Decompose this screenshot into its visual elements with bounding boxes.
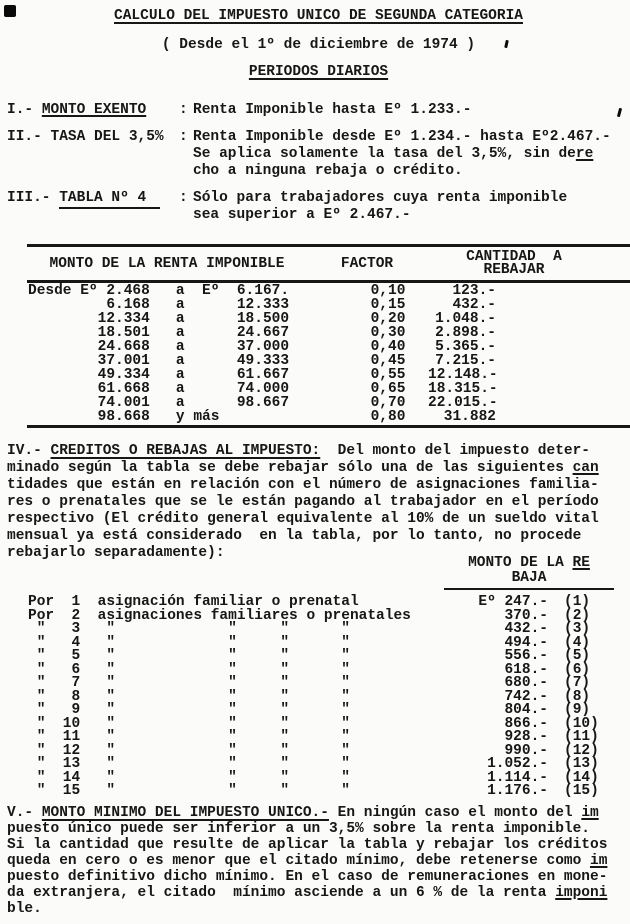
- section-iv-paragraph: IV.- CREDITOS O REBAJAS AL IMPUESTO: Del monto del impuesto deter- minado según la tabla se debe rebajar sólo una de las siguientes can tidades que están en relación con el número de asignaciones familia- res o prenatales que se le están pagando al trabajador en el período respectivo (El crédito general equivalente al 10% de un sueldo vital mensual ya está considerado en la tabla, por lo tanto, no procede rebajarlo separadamente):: [7, 443, 599, 561]
- range-cell: 49.334 a 61.667: [28, 367, 290, 383]
- definitions: [7, 102, 630, 224]
- column-header-factor: FACTOR: [340, 255, 394, 272]
- allowance-description: " 12 " " " ": [28, 742, 350, 759]
- range-cell: 74.001 a 98.667: [28, 395, 290, 411]
- row-reference-number: (5): [564, 648, 591, 664]
- rebate-amount: 928.-: [504, 729, 548, 745]
- tax-table-body: [7, 283, 630, 425]
- row-reference-number: (15): [564, 783, 599, 799]
- rebate-cell: 18.315.-: [428, 381, 498, 397]
- factor-cell: 0,55: [370, 367, 406, 383]
- table-rule-bottom: [27, 425, 630, 428]
- rebate-amount: 1.176.-: [487, 783, 548, 799]
- rebate-cell: 123.-: [452, 283, 496, 299]
- row-reference-number: (8): [564, 688, 591, 705]
- period-heading: PERIODOS DIARIOS: [248, 64, 389, 80]
- allowance-description: " 4 " " " ": [28, 634, 350, 651]
- section-i-monto-exento: [7, 102, 630, 119]
- tax-table-row: [7, 340, 630, 354]
- tax-table-row: [7, 382, 630, 396]
- tax-table-row: [7, 354, 630, 368]
- rebate-amount: 556.-: [504, 648, 548, 664]
- range-cell: 18.501 a 24.667: [28, 325, 290, 341]
- section-i-text: Renta Imponible hasta Eº 1.233.-: [193, 102, 472, 118]
- range-cell: 12.334 a 18.500: [28, 311, 290, 327]
- section-iii-label: III.- TABLA Nº 4: [7, 190, 179, 224]
- rebate-row: [7, 785, 630, 799]
- row-reference-number: (2): [564, 607, 591, 624]
- separator-colon: :: [179, 190, 188, 206]
- rebate-cell: 432.-: [452, 297, 496, 313]
- row-reference-number: (3): [564, 621, 591, 637]
- row-reference-number: (7): [564, 675, 591, 691]
- rebate-amount: 370.-: [504, 607, 548, 624]
- tax-table-row: [7, 312, 630, 326]
- tax-table-row: [7, 410, 630, 424]
- rebate-cell: 31.882: [443, 409, 496, 425]
- row-reference-number: (11): [564, 729, 599, 745]
- tax-table-row: [7, 396, 630, 410]
- section-ii-text: Renta Imponible desde Eº 1.234.- hasta Eº2.467.- Se aplica solamente la tasa del 3,5%, sin dere cho a ninguna rebaja o crédito.: [193, 129, 611, 179]
- rebate-cell: 1.048.-: [435, 311, 496, 327]
- factor-cell: 0,40: [370, 339, 406, 355]
- tax-table: [7, 244, 630, 428]
- rebate-amount: Eº 247.-: [478, 594, 548, 610]
- allowance-description: " 5 " " " ": [28, 648, 350, 664]
- rebate-amount: 1.052.-: [487, 756, 548, 772]
- factor-cell: 0,15: [370, 297, 406, 313]
- allowance-description: Por 2 asignaciones familiares o prenatales: [28, 607, 411, 624]
- factor-cell: 0,30: [370, 325, 406, 341]
- rebate-amount: 990.-: [504, 742, 548, 759]
- factor-cell: 0,80: [370, 409, 406, 425]
- factor-cell: 0,65: [370, 381, 406, 397]
- column-header-cantidad: CANTIDAD A REBAJAR: [466, 249, 562, 278]
- rebate-cell: 12.148.-: [428, 367, 498, 383]
- rebate-amount: 618.-: [504, 661, 548, 678]
- row-reference-number: (10): [564, 715, 599, 732]
- page-title: CALCULO DEL IMPUESTO UNICO DE SEGUNDA CATEGORIA: [114, 8, 523, 24]
- rebate-cell: 22.015.-: [428, 395, 498, 411]
- rebate-amount: 494.-: [504, 634, 548, 651]
- section-iii-tabla: [7, 190, 630, 224]
- range-cell: 61.668 a 74.000: [28, 381, 290, 397]
- allowance-description: " 6 " " " ": [28, 661, 350, 678]
- row-reference-number: (13): [564, 756, 599, 772]
- rebate-cell: 5.365.-: [435, 339, 496, 355]
- factor-cell: 0,70: [370, 395, 406, 411]
- rebate-amount-header: MONTO DE LA RE BAJA: [444, 556, 614, 590]
- tax-table-row: [7, 298, 630, 312]
- section-v-paragraph: V.- MONTO MINIMO DEL IMPUESTO UNICO.- En ningún caso el monto del im puesto único puede ser inferior a un 3,5% sobre la renta imponible. Si la cantidad que resulte de aplicar la tabla y rebajar los créditos queda en cero o es menor que el citado mínimo, debe retenerse como im puesto definitivo dicho mínimo. En el caso de remuneraciones en mone- da extranjera, el citado mínimo asciende a un 6 % de la renta imponi ble.: [7, 804, 608, 917]
- tax-table-row: [7, 326, 630, 340]
- row-reference-number: (9): [564, 702, 591, 718]
- column-header-renta: MONTO DE LA RENTA IMPONIBLE: [49, 255, 285, 272]
- allowance-description: " 14 " " " ": [28, 769, 350, 786]
- allowance-description: " 11 " " " ": [28, 729, 350, 745]
- allowance-description: " 10 " " " ": [28, 715, 350, 732]
- range-cell: Desde Eº 2.468 a Eº 6.167.: [28, 283, 290, 299]
- allowance-description: " 8 " " " ": [28, 688, 350, 705]
- range-cell: 24.668 a 37.000: [28, 339, 290, 355]
- rebate-amount: 742.-: [504, 688, 548, 705]
- range-cell: 98.668 y más: [28, 409, 220, 425]
- factor-cell: 0,10: [370, 283, 406, 299]
- allowance-description: " 3 " " " ": [28, 621, 350, 637]
- range-cell: 6.168 a 12.333: [28, 297, 290, 313]
- range-cell: 37.001 a 49.333: [28, 353, 290, 369]
- allowance-description: " 13 " " " ": [28, 756, 350, 772]
- row-reference-number: (12): [564, 742, 599, 759]
- document-header: [7, 8, 630, 80]
- row-reference-number: (1): [564, 594, 591, 610]
- rebate-cell: 7.215.-: [435, 353, 496, 369]
- section-i-label: I.- MONTO EXENTO: [7, 102, 147, 118]
- separator-colon: :: [179, 102, 188, 118]
- separator-colon: :: [179, 129, 188, 145]
- section-ii-tasa: [7, 129, 630, 180]
- rebate-amount: 866.-: [504, 715, 548, 732]
- factor-cell: 0,20: [370, 311, 406, 327]
- rebate-amount: 804.-: [504, 702, 548, 718]
- section-ii-label: II.- TASA DEL 3,5%: [7, 129, 164, 145]
- row-reference-number: (14): [564, 769, 599, 786]
- rebate-list: [7, 596, 630, 799]
- allowance-description: Por 1 asignación familiar o prenatal: [28, 594, 359, 610]
- tax-table-header: [7, 247, 630, 280]
- section-iii-text: Sólo para trabajadores cuya renta imponible sea superior a Eº 2.467.-: [193, 190, 568, 223]
- rebate-cell: 2.898.-: [435, 325, 496, 341]
- rebate-amount: 1.114.-: [487, 769, 548, 786]
- allowance-description: " 15 " " " ": [28, 783, 350, 799]
- rebate-amount: 680.-: [504, 675, 548, 691]
- tax-table-row: [7, 284, 630, 298]
- row-reference-number: (6): [564, 661, 591, 678]
- allowance-description: " 9 " " " ": [28, 702, 350, 718]
- page-subtitle: ( Desde el 1º de diciembre de 1974 ): [161, 37, 476, 53]
- allowance-description: " 7 " " " ": [28, 675, 350, 691]
- tax-table-row: [7, 368, 630, 382]
- scan-artifact-blob: [4, 5, 16, 17]
- row-reference-number: (4): [564, 634, 591, 651]
- factor-cell: 0,45: [370, 353, 406, 369]
- rebate-amount: 432.-: [504, 621, 548, 637]
